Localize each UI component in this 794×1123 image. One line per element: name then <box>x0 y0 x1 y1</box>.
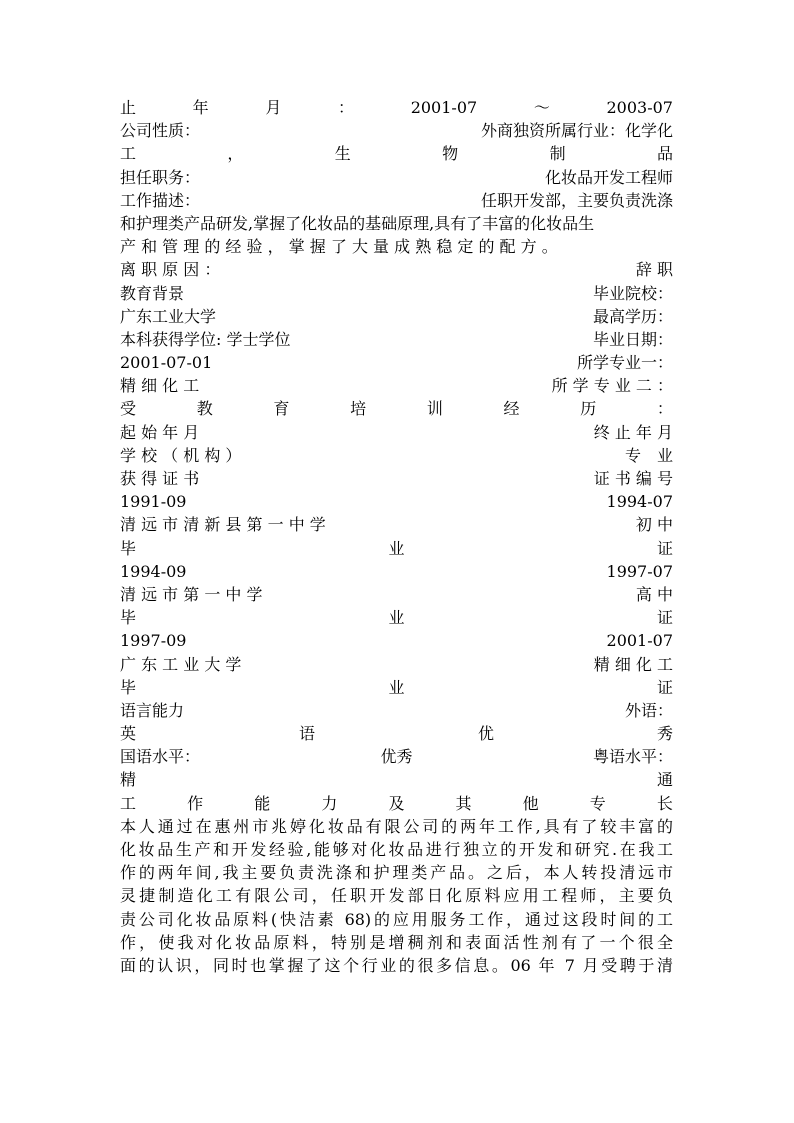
text-segment: 起 始 年 月 <box>120 422 200 442</box>
text-segment: 外语： <box>624 700 673 720</box>
text-segment: 化妆品开发工程师 <box>544 167 673 187</box>
text-segment: 获 得 证 书 <box>120 469 200 488</box>
text-segment: 所学专业一： <box>576 353 673 373</box>
text-segment: 育 <box>273 399 290 419</box>
text-segment: 月 <box>265 98 282 117</box>
text-line <box>120 166 673 189</box>
text-segment: 证 <box>656 538 673 558</box>
text-segment: 其 <box>455 793 472 813</box>
paragraph-line: 作的两年间,我主要负责洗涤和护理类产品。之后，本人转投清远市 <box>120 863 673 883</box>
paragraph-line: 面的认识，同时也掌握了这个行业的很多信息。06 年 7 月受聘于清 <box>120 955 673 975</box>
text-segment: 经 <box>503 399 520 419</box>
text-segment: 离 职 原 因 ： <box>120 260 221 280</box>
text-segment: 初 中 <box>635 515 673 535</box>
text-line <box>120 560 673 583</box>
text-segment: 2001-07 <box>410 98 478 117</box>
text-segment: 秀 <box>656 724 673 744</box>
text-line <box>120 235 673 258</box>
text-segment: 年 <box>192 98 209 117</box>
text-segment: 能 <box>254 793 271 813</box>
text-segment: 终 止 年 月 <box>593 422 673 442</box>
text-segment: 高 中 <box>635 584 673 604</box>
text-segment: 制 <box>549 144 566 164</box>
text-line <box>120 490 673 513</box>
text-segment: 受 <box>120 399 137 419</box>
text-segment: 专 业 <box>624 445 673 465</box>
text-segment: 教 <box>196 399 213 419</box>
text-segment: 粤语水平： <box>592 747 673 767</box>
text-segment: 精 细 化 工 <box>593 654 673 674</box>
text-segment: 物 <box>442 144 459 164</box>
text-segment: 生 <box>334 144 351 164</box>
text-segment: 和护理类产品研发,掌握了化妆品的基础原理,具有了丰富的化妆品生 <box>120 213 595 233</box>
text-segment: 培 <box>350 399 367 419</box>
text-line <box>120 444 673 467</box>
text-segment: 业 <box>388 677 405 697</box>
text-line <box>120 745 673 768</box>
text-segment: 作 <box>187 793 204 813</box>
text-segment: 毕 <box>120 538 137 558</box>
text-segment: 训 <box>426 399 443 419</box>
text-segment: 1991-09 <box>120 492 187 512</box>
text-segment: 优秀 <box>380 747 413 767</box>
text-segment: 证 <box>656 608 673 628</box>
text-line <box>120 722 673 745</box>
text-segment: 广 东 工 业 大 学 <box>120 654 242 674</box>
text-segment: 语言能力 <box>120 700 185 720</box>
text-segment: 毕业日期： <box>592 329 673 349</box>
text-segment: 清 远 市 第 一 中 学 <box>120 584 263 604</box>
text-segment: 证 书 编 号 <box>593 469 673 488</box>
text-segment: 清 远 市 清 新 县 第 一 中 学 <box>120 515 326 535</box>
text-segment: 1994-09 <box>120 561 187 581</box>
text-line <box>120 189 673 212</box>
text-segment: 所 学 专 业 二 ： <box>551 376 673 396</box>
text-segment: 本科获得学位: 学士学位 <box>120 329 291 349</box>
text-segment: 公司性质： <box>120 121 201 141</box>
text-line <box>120 676 673 699</box>
text-line <box>120 397 673 420</box>
text-segment: 学 校 （ 机 构 ） <box>120 445 242 465</box>
text-segment: 力 <box>321 793 338 813</box>
text-segment: 国语水平： <box>120 747 201 767</box>
text-segment: 2001-07-01 <box>120 353 213 373</box>
text-segment: ： <box>338 98 355 117</box>
text-segment: 1997-07 <box>606 561 673 581</box>
text-segment: 1997-09 <box>120 631 187 651</box>
text-segment: 工 <box>120 793 137 813</box>
text-line <box>120 119 673 142</box>
text-line <box>120 258 673 281</box>
text-segment: 产 和 管 理 的 经 验 ， 掌 握 了 大 量 成 熟 稳 定 的 配 方 。 <box>120 237 558 257</box>
text-segment: 2001-07 <box>606 631 673 651</box>
work-ability-paragraph <box>120 815 673 977</box>
text-line <box>120 142 673 165</box>
resume-page <box>120 96 673 977</box>
resume-lines <box>120 96 673 815</box>
text-segment: 优 <box>477 724 494 744</box>
text-segment: ， <box>227 144 244 164</box>
text-segment: 精 细 化 工 <box>120 376 200 396</box>
paragraph-line: 责公司化妆品原料(快洁素 68)的应用服务工作，通过这段时间的工 <box>120 909 673 929</box>
text-segment: 品 <box>656 144 673 164</box>
text-segment: 止 <box>120 98 137 117</box>
text-segment: 广东工业大学 <box>120 306 217 326</box>
text-line <box>120 96 673 119</box>
text-segment: 他 <box>522 793 539 813</box>
text-line <box>120 606 673 629</box>
text-segment: 外商独资所属行业：化学化 <box>480 121 673 141</box>
text-segment: 1994-07 <box>606 492 673 512</box>
text-segment: 工作描述： <box>120 190 201 210</box>
text-line <box>120 328 673 351</box>
text-line <box>120 305 673 328</box>
text-line <box>120 212 673 235</box>
paragraph-line: 化妆品生产和开发经验,能够对化妆品进行独立的开发和研究.在我工 <box>120 840 673 859</box>
text-line <box>120 629 673 652</box>
text-segment: 毕 <box>120 608 137 628</box>
text-line <box>120 768 673 791</box>
text-line <box>120 513 673 536</box>
text-segment: 语 <box>298 724 315 744</box>
text-segment: 专 <box>589 793 606 813</box>
text-line <box>120 537 673 560</box>
paragraph-line: 本人通过在惠州市兆婷化妆品有限公司的两年工作,具有了较丰富的 <box>120 816 673 836</box>
text-line <box>120 583 673 606</box>
text-segment: 业 <box>388 538 405 558</box>
text-segment: 精 <box>120 770 137 790</box>
text-line <box>120 282 673 305</box>
text-segment: 任职开发部，主要负责洗涤 <box>480 190 673 210</box>
paragraph-line: 作，使我对化妆品原料，特别是增稠剂和表面活性剂有了一个很全 <box>120 932 673 952</box>
text-line <box>120 699 673 722</box>
text-segment: 辞 职 <box>635 260 673 280</box>
text-segment: 及 <box>388 793 405 813</box>
paragraph-line: 灵捷制造化工有限公司，任职开发部日化原料应用工程师，主要负 <box>120 886 673 906</box>
text-segment: 工 <box>120 144 137 164</box>
text-line <box>120 351 673 374</box>
text-segment: ～ <box>533 98 550 117</box>
text-segment: 证 <box>656 677 673 697</box>
text-segment: ： <box>656 399 673 419</box>
text-segment: 毕 <box>120 677 137 697</box>
text-segment: 最高学历： <box>592 306 673 326</box>
text-segment: 历 <box>580 399 597 419</box>
text-line <box>120 421 673 444</box>
text-line <box>120 792 673 815</box>
text-segment: 担任职务： <box>120 167 201 187</box>
text-segment: 教育背景 <box>120 283 185 303</box>
text-segment: 长 <box>656 793 673 813</box>
text-line <box>120 374 673 397</box>
text-line <box>120 467 673 490</box>
text-segment: 通 <box>656 770 673 790</box>
text-segment: 毕业院校： <box>592 283 673 303</box>
text-segment: 业 <box>388 608 405 628</box>
text-segment: 2003-07 <box>606 98 673 117</box>
text-segment: 英 <box>120 724 137 744</box>
text-line <box>120 653 673 676</box>
